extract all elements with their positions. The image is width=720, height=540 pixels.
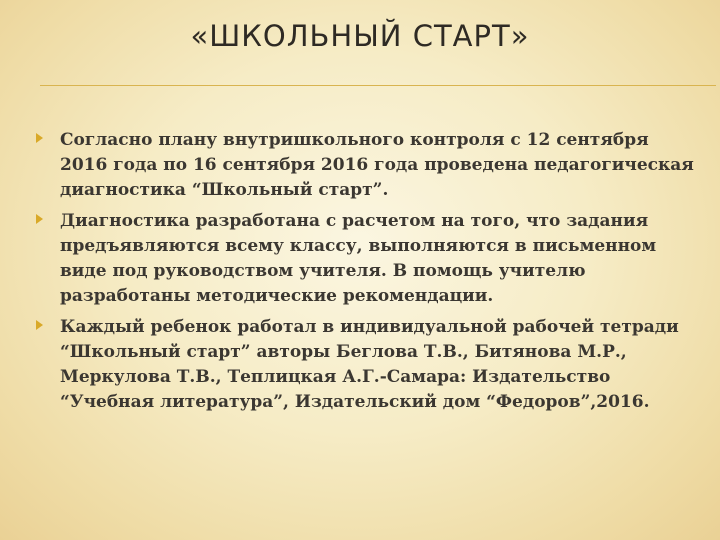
- bullet-list: [36, 128, 696, 421]
- bullet-text: Диагностика разработана с расчетом на того, что задания предъявляются всему классу, выполняются в письменном виде под руководством учителя. В помощь учителю разработаны методические рекомендации.: [60, 211, 657, 306]
- bullet-text: Каждый ребенок работал в индивидуальной рабочей тетради “Школьный старт” авторы Беглова Т.В., Битянова М.Р., Меркулова Т.В., Теплицкая А.Г.-Самара: Издательство “Учебная литература”, Издательский дом “Федоров”,2016.: [60, 317, 679, 412]
- bullet-text: Согласно плану внутришкольного контроля с 12 сентября 2016 года по 16 сентября 2016 года проведена педагогическая диагностика “Школьный старт”.: [60, 130, 694, 200]
- bullet-item: [36, 128, 696, 203]
- slide-title: «ШКОЛЬНЫЙ СТАРТ»: [190, 19, 530, 53]
- bullet-item: [36, 209, 696, 309]
- bullet-item: [36, 315, 696, 415]
- title-divider: [40, 85, 716, 86]
- triangle-bullet-icon: [36, 214, 43, 224]
- triangle-bullet-icon: [36, 133, 43, 143]
- triangle-bullet-icon: [36, 320, 43, 330]
